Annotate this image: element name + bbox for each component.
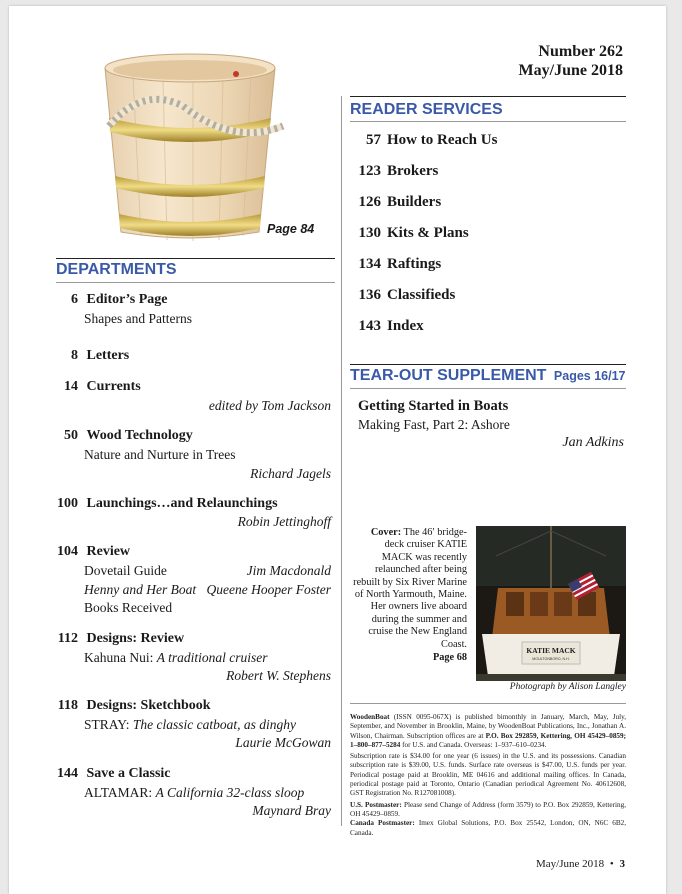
cover-photo xyxy=(476,526,626,681)
toc-entry[interactable] xyxy=(56,544,130,560)
fineprint-rule xyxy=(350,703,626,704)
entry-title: Save a Classic xyxy=(86,766,171,781)
toc-entry[interactable] xyxy=(351,163,438,180)
boat-name-text: KATIE MACK xyxy=(526,646,576,655)
brand-name: WoodenBoat xyxy=(350,713,390,721)
supplement-credit: Jan Adkins xyxy=(562,435,624,450)
supplement-pages: Pages 16/17 xyxy=(553,369,626,383)
katie-mack-boat-image xyxy=(476,526,626,681)
supplement-under-rule xyxy=(350,388,626,389)
entry-subtitle: Nature and Nurture in Trees xyxy=(84,447,236,462)
toc-entry[interactable] xyxy=(56,496,278,512)
cover-blurb xyxy=(352,527,467,664)
toc-entry[interactable] xyxy=(351,132,497,149)
fineprint-text: Imex Global Solutions, P.O. Box 25542, London, ON, N6C 6B2, Canada. xyxy=(350,819,627,837)
page-footer xyxy=(536,858,625,870)
entry-title: Launchings…and Relaunchings xyxy=(86,496,278,511)
entry-page: 143 xyxy=(358,318,381,334)
toc-entry[interactable] xyxy=(351,256,441,273)
fineprint-subscription-address: P.O. Box 292859, Kettering, OH 45429–0859; 1–800–877–5284 xyxy=(350,731,626,749)
entry-title: Designs: Review xyxy=(86,631,185,646)
entry-page: 8 xyxy=(71,348,78,363)
cover-text: The 46′ bridge-deck cruiser KATIE MACK was recently relaunched after being rebuilt by Six River Marine of North Yarmouth, Maine. Her owners live aboard during the summer and cruise the New England Coast. xyxy=(353,527,467,650)
entry-title: Builders xyxy=(387,194,442,210)
review-item-left: Dovetail Guide xyxy=(84,563,167,578)
entry-title: Kits & Plans xyxy=(387,225,469,241)
toc-entry[interactable] xyxy=(56,292,335,308)
subtitle-italic: A traditional cruiser xyxy=(156,650,268,665)
masthead xyxy=(519,42,623,80)
subtitle-plain: Kahuna Nui: xyxy=(84,650,157,665)
bucket-photo xyxy=(83,46,293,242)
supplement-title[interactable]: Getting Started in Boats xyxy=(358,398,509,414)
entry-page: 6 xyxy=(71,292,78,307)
entry-page: 104 xyxy=(57,544,78,559)
reader-services-heading: READER SERVICES xyxy=(350,101,503,118)
fineprint-text: for U.S. and Canada. Overseas: 1–937–610–0234. xyxy=(402,740,547,749)
toc-entry[interactable] xyxy=(351,194,441,211)
entry-page: 134 xyxy=(358,256,381,272)
publication-info xyxy=(350,713,626,838)
toc-entry[interactable] xyxy=(56,631,184,647)
entry-title: Currents xyxy=(86,379,141,394)
entry-page: 123 xyxy=(358,163,381,179)
departments-top-rule xyxy=(56,258,335,259)
departments-heading: DEPARTMENTS xyxy=(56,261,177,278)
footer-bullet: • xyxy=(609,858,614,870)
photo-credit: Photograph by Alison Langley xyxy=(509,682,626,692)
reader-services-top-rule xyxy=(350,96,626,97)
toc-entry[interactable] xyxy=(351,287,455,304)
review-item-right: Jim Macdonald xyxy=(246,563,331,578)
review-item-left: Henny and Her Boat xyxy=(84,582,197,597)
subtitle-plain: ALTAMAR: xyxy=(84,785,156,800)
entry-title: Editor’s Page xyxy=(86,292,168,307)
bucket-caption: Page 84 xyxy=(267,222,315,236)
wooden-bucket-image xyxy=(83,46,293,242)
entry-title: Wood Technology xyxy=(86,428,193,443)
fineprint-text: (ISSN 0095-067X) is published bimonthly in January, March, May, July, September, and November in Brooklin, Maine, by WoodenBoat Publications, Inc., Jonathan A. Wilson, Chairman. Subscription offices are at xyxy=(350,713,626,740)
entry-page: 126 xyxy=(358,194,381,210)
fineprint-label: U.S. Postmaster: xyxy=(350,800,402,809)
toc-entry[interactable] xyxy=(56,428,193,444)
subtitle-italic: The classic catboat, as dinghy xyxy=(132,717,297,732)
supplement-top-rule xyxy=(350,364,626,365)
toc-entry[interactable] xyxy=(56,379,141,395)
fineprint-paragraph xyxy=(350,713,626,750)
magazine-page xyxy=(9,6,666,894)
column-divider xyxy=(341,96,342,826)
supplement-heading-row xyxy=(350,367,626,385)
issue-number: Number 262 xyxy=(538,43,623,60)
entry-subtitle: Shapes and Patterns xyxy=(84,311,192,326)
entry-credit: Richard Jagels xyxy=(250,466,331,481)
footer-page-number: 3 xyxy=(619,858,625,870)
entry-subtitle xyxy=(84,717,296,733)
departments-under-rule xyxy=(56,282,335,283)
entry-title: How to Reach Us xyxy=(387,132,498,148)
cover-label: Cover: xyxy=(370,527,402,538)
subtitle-plain: STRAY: xyxy=(84,717,133,732)
entry-credit: edited by Tom Jackson xyxy=(208,398,331,413)
entry-credit: Laurie McGowan xyxy=(235,735,331,750)
entry-page: 136 xyxy=(358,287,381,303)
entry-page: 100 xyxy=(57,496,78,511)
entry-title: Index xyxy=(387,318,424,334)
entry-page: 118 xyxy=(57,698,78,713)
entry-credit: Robert W. Stephens xyxy=(226,668,331,683)
cover-page: Page 68 xyxy=(432,652,467,664)
entry-title: Raftings xyxy=(387,256,442,272)
reader-services-under-rule xyxy=(350,121,626,122)
fineprint-label: Canada Postmaster: xyxy=(350,819,415,828)
footer-date: May/June 2018 xyxy=(536,858,605,870)
fineprint-paragraph: Subscription rate is $34.00 for one year (6 issues) in the U.S. and its possessions. Canadian subscription rate is $39.00, U.S. funds. Surface rate overseas is $47.00, U.S. funds per year. Periodical postage paid at Brooklin, ME 04616 and additional mailing offices. In Canada, periodical postage paid at Toronto, Ontario (Canadian periodical Agreement No. 40612608, GST Registration No. R127081008). xyxy=(350,752,626,798)
review-item-right: Queene Hooper Foster xyxy=(206,582,331,597)
boat-port-text: MOULTONBORO, N.H. xyxy=(532,657,570,661)
supplement-subtitle: Making Fast, Part 2: Ashore xyxy=(358,417,510,432)
toc-entry[interactable] xyxy=(56,698,211,714)
entry-page: 130 xyxy=(358,225,381,241)
entry-subtitle xyxy=(84,650,268,666)
entry-page: 50 xyxy=(64,428,78,443)
entry-title: Designs: Sketchbook xyxy=(86,698,211,713)
entry-page: 112 xyxy=(57,631,78,646)
entry-subtitle xyxy=(84,785,304,801)
entry-credit: Maynard Bray xyxy=(252,803,331,818)
fineprint-text: Please send Change of Address (form 3579) to P.O. Box 292859, Kettering, OH 45429–0859. xyxy=(350,800,626,818)
entry-title: Brokers xyxy=(387,163,439,179)
entry-title: Review xyxy=(86,544,131,559)
entry-page: 57 xyxy=(366,132,381,148)
entry-page: 144 xyxy=(57,766,78,781)
toc-entry[interactable] xyxy=(351,318,424,335)
issue-date: May/June 2018 xyxy=(518,62,623,79)
entry-title: Classifieds xyxy=(387,287,456,303)
entry-page: 14 xyxy=(64,379,78,394)
fineprint-paragraph xyxy=(350,819,626,838)
toc-entry[interactable] xyxy=(56,766,171,782)
subtitle-italic: A California 32-class sloop xyxy=(155,785,305,800)
toc-entry[interactable] xyxy=(56,348,129,364)
review-item-left: Books Received xyxy=(84,600,173,615)
supplement-heading: TEAR-OUT SUPPLEMENT xyxy=(350,367,547,384)
entry-title: Letters xyxy=(86,348,130,363)
toc-entry[interactable] xyxy=(351,225,469,242)
entry-credit: Robin Jettinghoff xyxy=(237,514,331,529)
fineprint-paragraph xyxy=(350,801,626,820)
